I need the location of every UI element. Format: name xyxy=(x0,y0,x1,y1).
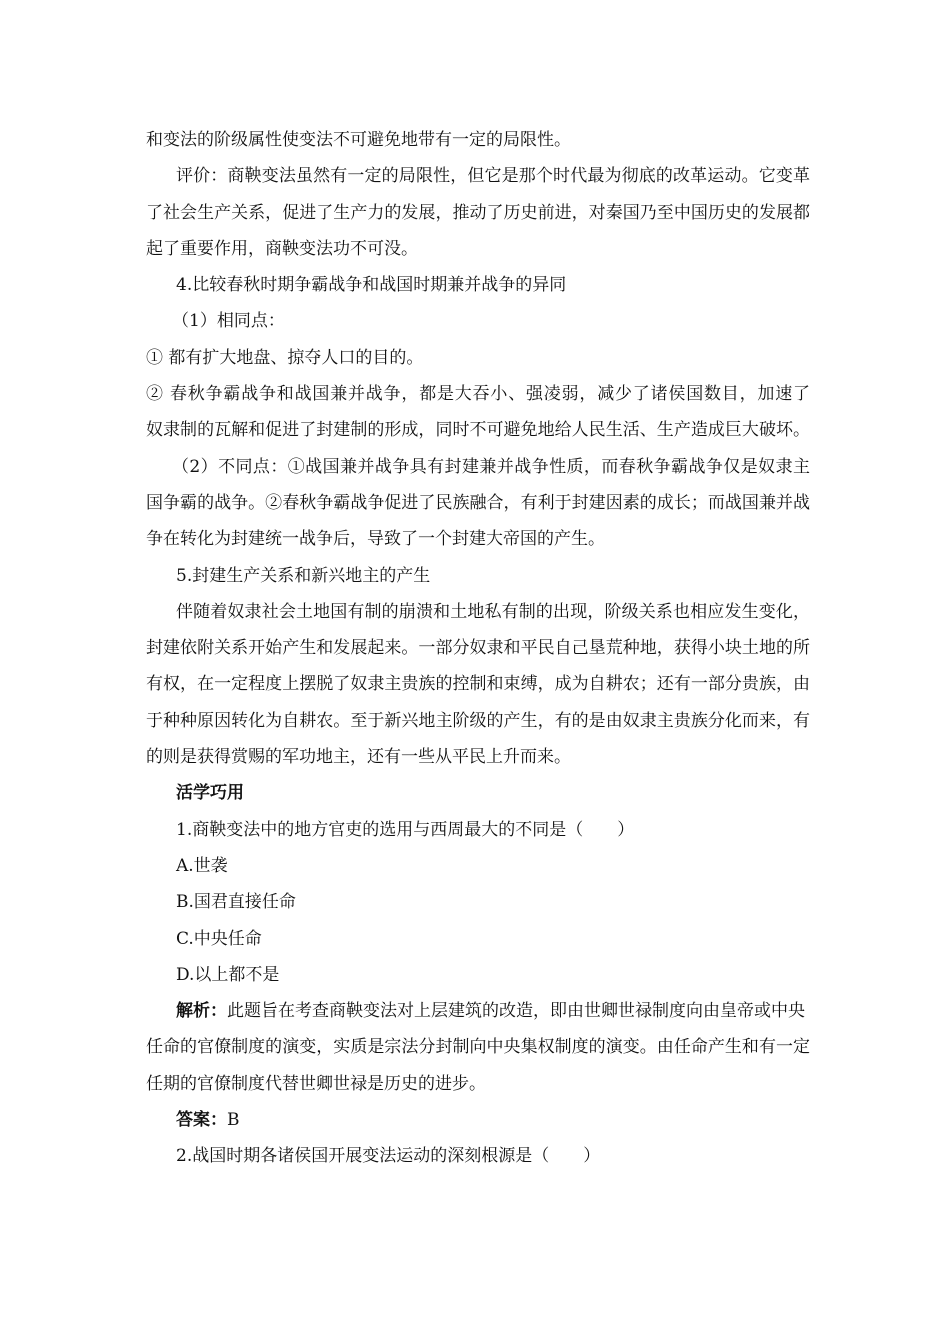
paragraph-line: 起了重要作用，商鞅变法功不可没。 xyxy=(146,238,418,259)
option-a: A.世袭 xyxy=(176,855,228,876)
subsection-heading: （1）相同点： xyxy=(172,311,285,332)
question-1: 1.商鞅变法中的地方官吏的选用与西周最大的不同是（ ） xyxy=(176,819,635,840)
paragraph-line: 任命的官僚制度的演变，实质是宗法分封制向中央集权制度的演变。由任命产生和有一定 xyxy=(146,1037,810,1058)
paragraph-line: 伴随着奴隶社会土地国有制的崩溃和土地私有制的出现，阶级关系也相应发生变化， xyxy=(176,601,810,622)
list-item: ② 春秋争霸战争和战国兼并战争，都是大吞小、强凌弱，减少了诸侯国数目，加速了 xyxy=(146,384,810,405)
section-heading: 5.封建生产关系和新兴地主的产生 xyxy=(176,565,431,586)
option-b: B.国君直接任命 xyxy=(176,892,296,913)
paragraph-line: 封建依附关系开始产生和发展起来。一部分奴隶和平民自己垦荒种地，获得小块土地的所 xyxy=(146,638,810,659)
paragraph-line: 争在转化为封建统一战争后，导致了一个封建大帝国的产生。 xyxy=(146,529,605,550)
paragraph-line: 有权，在一定程度上摆脱了奴隶主贵族的控制和束缚，成为自耕农；还有一部分贵族，由 xyxy=(146,674,810,695)
question-2: 2.战国时期各诸侯国开展变法运动的深刻根源是（ ） xyxy=(176,1146,601,1167)
analysis-text: 此题旨在考查商鞅变法对上层建筑的改造，即由世卿世禄制度向由皇帝或中央 xyxy=(227,1001,805,1022)
paragraph-line: 奴隶制的瓦解和促进了封建制的形成，同时不可避免地给人民生活、生产造成巨大破坏。 xyxy=(146,420,810,441)
document-body xyxy=(146,122,810,1175)
option-c: C.中央任命 xyxy=(176,928,262,949)
subsection-heading: （2）不同点：①战国兼并战争具有封建兼并战争性质，而春秋争霸战争仅是奴隶主 xyxy=(172,456,810,477)
paragraph-line: 了社会生产关系，促进了生产力的发展，推动了历史前进，对秦国乃至中国历史的发展都 xyxy=(146,202,810,223)
paragraph-line: 任期的官僚制度代替世卿世禄是历史的进步。 xyxy=(146,1073,486,1094)
analysis-line xyxy=(146,993,810,1029)
answer-value: B xyxy=(227,1110,240,1131)
section-heading: 4.比较春秋时期争霸战争和战国时期兼并战争的异同 xyxy=(176,275,567,296)
answer-label: 答案： xyxy=(176,1110,227,1131)
paragraph-line: 于种种原因转化为自耕农。至于新兴地主阶级的产生，有的是由奴隶主贵族分化而来，有 xyxy=(146,710,810,731)
paragraph-line: 评价：商鞅变法虽然有一定的局限性，但它是那个时代最为彻底的改革运动。它变革 xyxy=(176,166,810,187)
paragraph-line: 的则是获得赏赐的军功地主，还有一些从平民上升而来。 xyxy=(146,747,571,768)
practice-heading: 活学巧用 xyxy=(176,783,244,804)
answer-line xyxy=(146,1102,810,1138)
option-d: D.以上都不是 xyxy=(176,964,280,985)
paragraph-line: 和变法的阶级属性使变法不可避免地带有一定的局限性。 xyxy=(146,130,571,150)
analysis-label: 解析： xyxy=(176,1001,227,1022)
list-item: ① 都有扩大地盘、掠夺人口的目的。 xyxy=(146,347,424,368)
paragraph-line: 国争霸的战争。②春秋争霸战争促进了民族融合，有利于封建因素的成长；而战国兼并战 xyxy=(146,492,810,513)
